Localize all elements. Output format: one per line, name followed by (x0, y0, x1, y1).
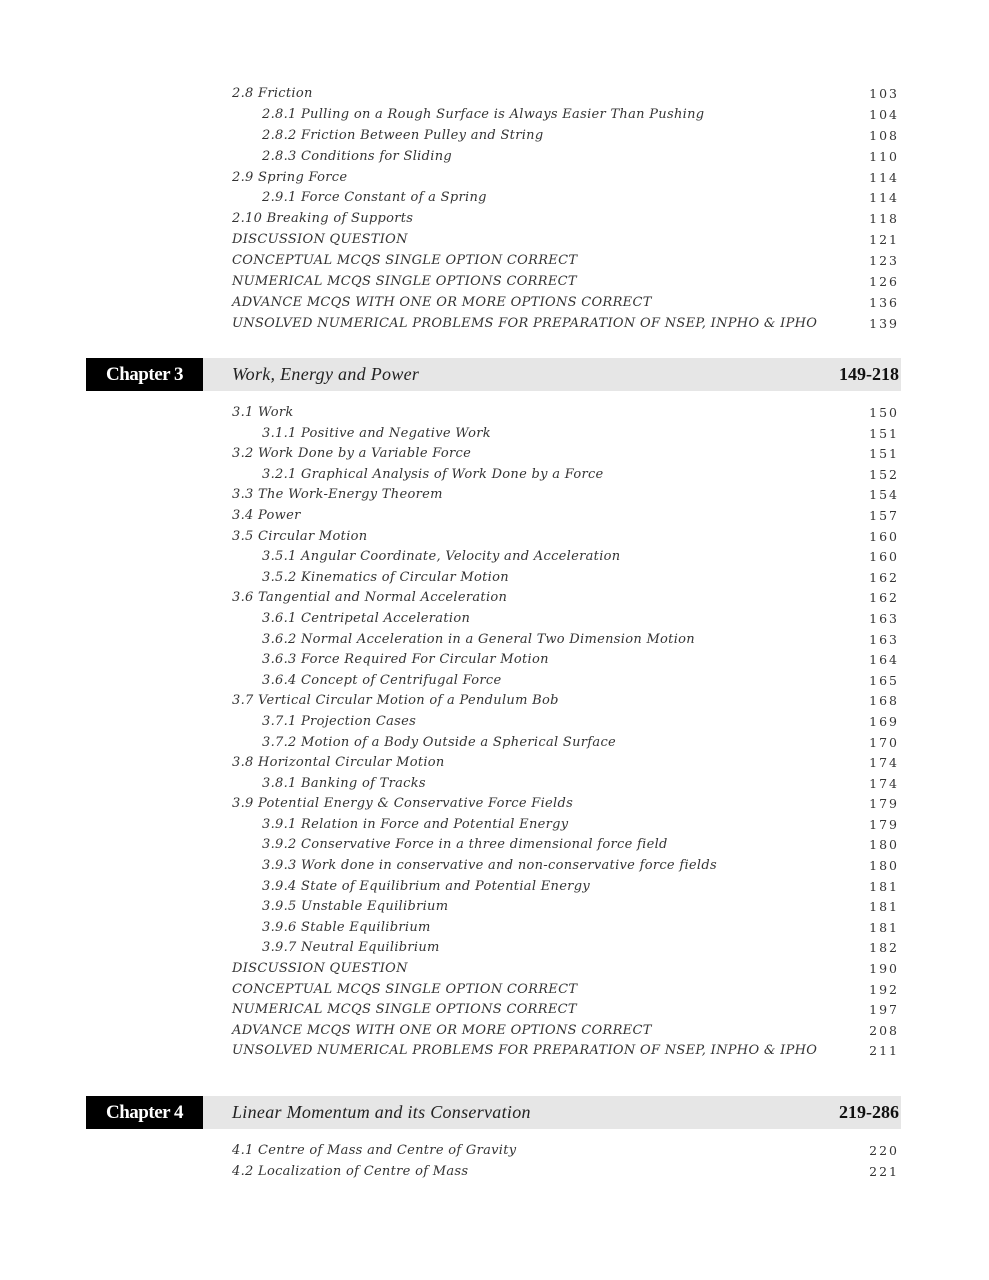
toc-entry-title: 2.10 Breaking of Supports (232, 211, 414, 227)
toc-entry-title: 3.5.2 Kinematics of Circular Motion (262, 569, 509, 585)
toc-entry (0, 774, 989, 795)
toc-entry-title: 4.1 Centre of Mass and Centre of Gravity (232, 1143, 517, 1158)
toc-entry-title: 4.2 Localization of Centre of Mass (232, 1164, 469, 1180)
toc-entry-title: 3.6.3 Force Required For Circular Motion (262, 652, 549, 668)
toc-entry-page-number: 169 (869, 713, 899, 729)
toc-entry-page-number: 182 (869, 940, 899, 956)
toc-section-chapter-3 (0, 403, 989, 1062)
toc-entry-page-number: 139 (869, 315, 899, 331)
chapter-page-range: 219-286 (839, 1102, 899, 1122)
toc-entry-title: 3.6 Tangential and Normal Acceleration (232, 590, 508, 606)
toc-entry-title: 3.3 The Work-Energy Theorem (232, 487, 443, 503)
toc-entry (0, 547, 989, 568)
toc-entry-title: 3.2.1 Graphical Analysis of Work Done by a Force (262, 466, 604, 482)
toc-entry-title: 3.6.1 Centripetal Acceleration (262, 610, 471, 626)
toc-entry-page-number: 180 (869, 837, 899, 853)
toc-entry (0, 815, 989, 836)
toc-entry (0, 506, 989, 527)
toc-entry (0, 609, 989, 630)
toc-entry (0, 568, 989, 589)
toc-entry (0, 424, 989, 445)
toc-entry (0, 251, 989, 272)
toc-entry-page-number: 114 (869, 190, 899, 206)
toc-entry (0, 835, 989, 856)
chapter-3-header (86, 358, 901, 391)
toc-entry-page-number: 110 (869, 148, 899, 164)
toc-entry-title: 3.9.7 Neutral Equilibrium (262, 940, 440, 956)
chapter-4-header (86, 1096, 901, 1129)
toc-entry-page-number: 180 (869, 858, 899, 874)
toc-entry-title: 3.5.1 Angular Coordinate, Velocity and Acceleration (262, 549, 621, 565)
chapter-title: Work, Energy and Power (232, 364, 420, 384)
toc-entry-title: 2.8.3 Conditions for Sliding (262, 148, 452, 164)
toc-entry-title: 3.9.6 Stable Equilibrium (262, 919, 431, 935)
toc-entry-title: CONCEPTUAL MCQS SINGLE OPTION CORRECT (232, 981, 578, 997)
toc-entry-page-number: 154 (869, 487, 899, 503)
toc-entry-page-number: 151 (869, 446, 899, 462)
toc-entry-page-number: 126 (869, 274, 899, 290)
toc-entry (0, 126, 989, 147)
toc-entry (0, 84, 989, 105)
toc-entry-page-number: 150 (869, 405, 899, 420)
toc-entry-title: UNSOLVED NUMERICAL PROBLEMS FOR PREPARATION OF NSEP, INPHO & IPHO (232, 1043, 818, 1059)
chapter-page-range: 149-218 (839, 364, 899, 384)
toc-entry (0, 272, 989, 293)
toc-entry (0, 209, 989, 230)
toc-entry-page-number: 211 (869, 1043, 899, 1059)
toc-entry-title: 3.2 Work Done by a Variable Force (232, 446, 472, 462)
toc-entry-title: 3.7.1 Projection Cases (262, 713, 417, 729)
toc-entry-title: ADVANCE MCQS WITH ONE OR MORE OPTIONS CORRECT (232, 294, 652, 310)
toc-entry-title: 3.9.5 Unstable Equilibrium (262, 899, 449, 915)
toc-entry-page-number: 181 (869, 919, 899, 935)
toc-entry (0, 753, 989, 774)
toc-entry-title: NUMERICAL MCQS SINGLE OPTIONS CORRECT (232, 1002, 577, 1018)
toc-entry (0, 403, 989, 424)
toc-entry-page-number: 181 (869, 878, 899, 894)
toc-entry-title: 3.6.2 Normal Acceleration in a General Two Dimension Motion (262, 631, 695, 647)
toc-entry-title: 3.6.4 Concept of Centrifugal Force (262, 672, 502, 688)
toc-entry-page-number: 103 (869, 86, 899, 101)
toc-entry-page-number: 118 (869, 211, 899, 227)
toc-entry-page-number: 104 (869, 106, 899, 122)
toc-entry-title: 3.9.3 Work done in conservative and non-conservative force fields (262, 858, 717, 874)
toc-entry-title: DISCUSSION QUESTION (232, 232, 408, 248)
toc-entry-page-number: 157 (869, 507, 899, 523)
toc-entry-title: DISCUSSION QUESTION (232, 961, 408, 977)
toc-entry-title: 3.1 Work (232, 405, 294, 420)
toc-entry-page-number: 179 (869, 816, 899, 832)
toc-entry (0, 712, 989, 733)
toc-entry-page-number: 160 (869, 528, 899, 544)
toc-entry-page-number: 197 (869, 1002, 899, 1018)
toc-entry-title: UNSOLVED NUMERICAL PROBLEMS FOR PREPARATION OF NSEP, INPHO & IPHO (232, 315, 818, 331)
toc-entry-page-number: 152 (869, 466, 899, 482)
toc-entry-page-number: 170 (869, 734, 899, 750)
toc-entry (0, 527, 989, 548)
toc-entry-page-number: 181 (869, 899, 899, 915)
toc-entry (0, 794, 989, 815)
toc-entry (0, 230, 989, 251)
toc-entry (0, 588, 989, 609)
toc-entry (0, 444, 989, 465)
toc-entry-title: 3.4 Power (232, 507, 301, 523)
chapter-label: Chapter 3 (86, 358, 203, 391)
toc-entry-page-number: 162 (869, 569, 899, 585)
toc-entry-page-number: 136 (869, 294, 899, 310)
toc-entry-title: 3.1.1 Positive and Negative Work (262, 425, 491, 441)
toc-entry (0, 877, 989, 898)
toc-entry-page-number: 168 (869, 693, 899, 709)
toc-entry (0, 671, 989, 692)
toc-entry-title: 3.9.4 State of Equilibrium and Potential Energy (262, 878, 590, 894)
toc-entry-title: 2.8 Friction (232, 86, 313, 101)
toc-entry-title: CONCEPTUAL MCQS SINGLE OPTION CORRECT (232, 253, 578, 269)
toc-entry (0, 959, 989, 980)
toc-entry (0, 147, 989, 168)
toc-entry (0, 168, 989, 189)
toc-entry (0, 105, 989, 126)
toc-entry (0, 1161, 989, 1182)
toc-entry-page-number: 114 (869, 169, 899, 185)
toc-entry-title: 2.9 Spring Force (232, 169, 348, 185)
toc-entry-page-number: 151 (869, 425, 899, 441)
toc-entry-title: 3.7.2 Motion of a Body Outside a Spherical Surface (262, 734, 617, 750)
toc-entry (0, 314, 989, 335)
toc-entry-page-number: 123 (869, 253, 899, 269)
toc-entry-title: 3.9 Potential Energy & Conservative Force Fields (232, 796, 574, 812)
toc-entry (0, 1140, 989, 1161)
toc-entry-page-number: 174 (869, 775, 899, 791)
toc-entry (0, 630, 989, 651)
toc-section-chapter-2-continued (0, 84, 989, 335)
toc-entry-page-number: 121 (869, 232, 899, 248)
toc-entry-title: 3.8.1 Banking of Tracks (262, 775, 426, 791)
toc-entry (0, 938, 989, 959)
toc-entry-title: 2.9.1 Force Constant of a Spring (262, 190, 487, 206)
toc-entry-title: NUMERICAL MCQS SINGLE OPTIONS CORRECT (232, 274, 577, 290)
toc-entry-title: ADVANCE MCQS WITH ONE OR MORE OPTIONS CORRECT (232, 1022, 652, 1038)
toc-entry-page-number: 108 (869, 127, 899, 143)
toc-entry-page-number: 162 (869, 590, 899, 606)
toc-entry (0, 188, 989, 209)
toc-entry-page-number: 164 (869, 652, 899, 668)
toc-entry (0, 293, 989, 314)
toc-entry-page-number: 221 (869, 1164, 899, 1180)
toc-entry-page-number: 163 (869, 610, 899, 626)
toc-entry-title: 2.8.1 Pulling on a Rough Surface is Always Easier Than Pushing (262, 106, 705, 122)
toc-entry (0, 980, 989, 1001)
toc-entry-title: 3.5 Circular Motion (232, 528, 368, 544)
toc-entry (0, 691, 989, 712)
toc-entry (0, 897, 989, 918)
toc-entry-page-number: 208 (869, 1022, 899, 1038)
toc-entry-title: 3.7 Vertical Circular Motion of a Pendulum Bob (232, 693, 559, 709)
toc-entry (0, 1021, 989, 1042)
toc-entry (0, 650, 989, 671)
toc-entry-page-number: 163 (869, 631, 899, 647)
toc-entry (0, 733, 989, 754)
chapter-label: Chapter 4 (86, 1096, 203, 1129)
toc-entry (0, 856, 989, 877)
toc-entry-page-number: 179 (869, 796, 899, 812)
toc-entry-page-number: 220 (869, 1143, 899, 1158)
toc-entry-page-number: 190 (869, 961, 899, 977)
toc-entry-page-number: 165 (869, 672, 899, 688)
toc-entry-title: 2.8.2 Friction Between Pulley and String (262, 127, 544, 143)
toc-entry-title: 3.9.2 Conservative Force in a three dimensional force field (262, 837, 668, 853)
toc-entry (0, 918, 989, 939)
toc-section-chapter-4 (0, 1140, 989, 1182)
toc-entry (0, 465, 989, 486)
toc-entry-title: 3.8 Horizontal Circular Motion (232, 755, 445, 771)
toc-entry (0, 485, 989, 506)
toc-entry (0, 1041, 989, 1062)
toc-entry-page-number: 174 (869, 755, 899, 771)
toc-entry-title: 3.9.1 Relation in Force and Potential Energy (262, 816, 569, 832)
toc-entry (0, 1000, 989, 1021)
toc-entry-page-number: 160 (869, 549, 899, 565)
toc-entry-page-number: 192 (869, 981, 899, 997)
chapter-title: Linear Momentum and its Conservation (232, 1102, 531, 1122)
